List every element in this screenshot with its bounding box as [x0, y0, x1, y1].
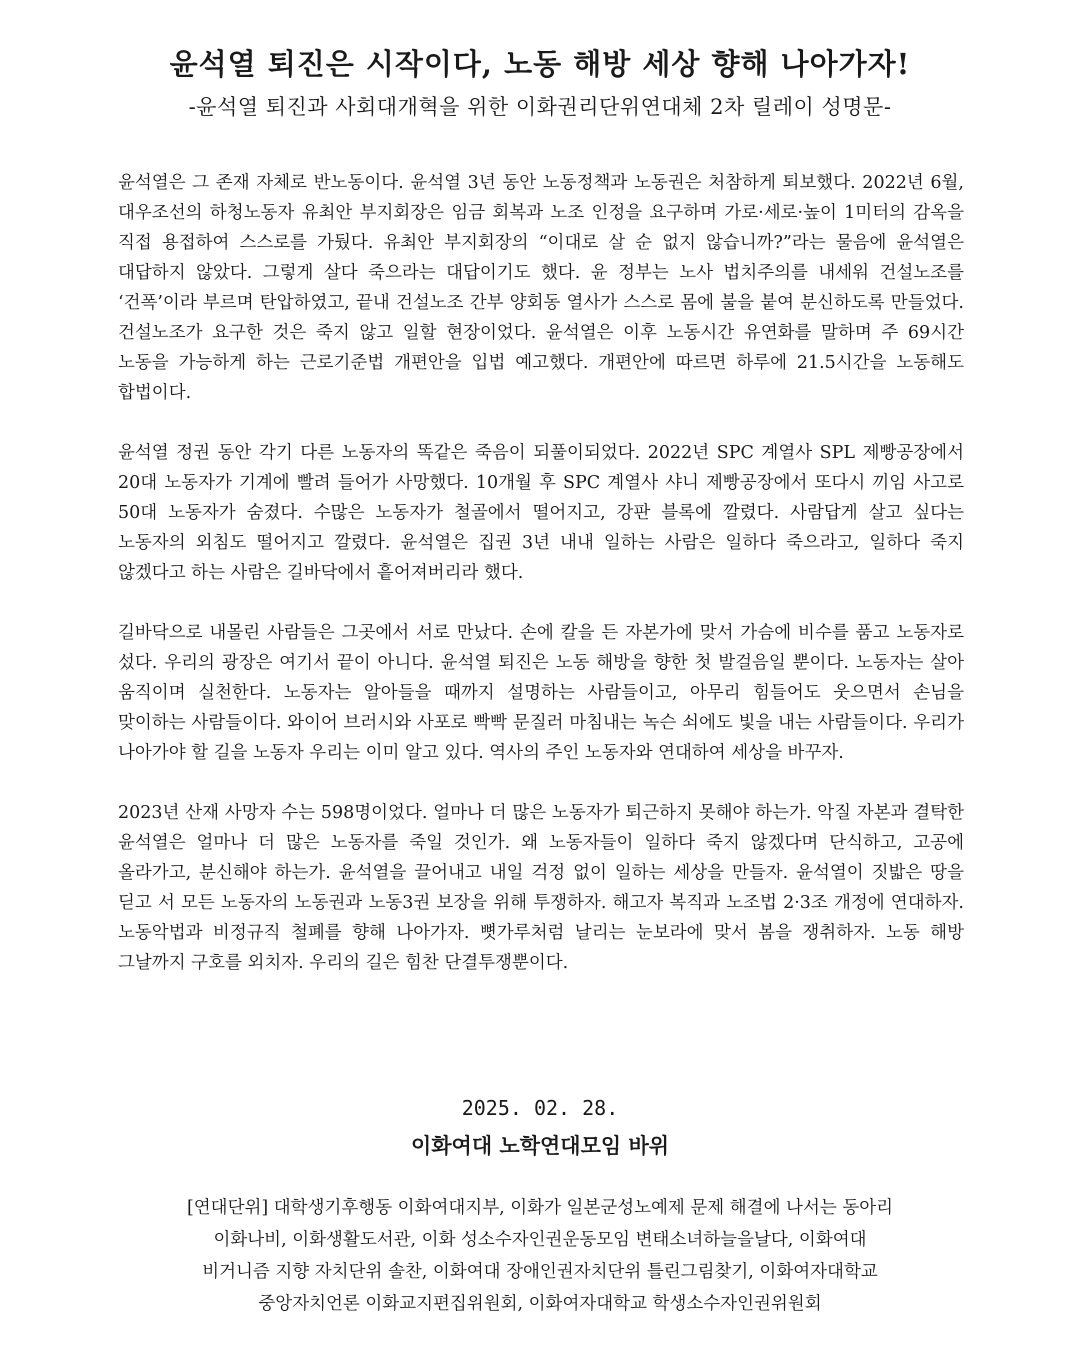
statement-title: 윤석열 퇴진은 시작이다, 노동 해방 세상 향해 나아가자!	[169, 47, 911, 81]
solidarity-line-3: 비거니즘 지향 자치단위 솔찬, 이화여대 장애인권자치단위 틀린그림찾기, 이화여자대학교	[202, 1262, 878, 1282]
statement-date: 2025. 02. 28.	[461, 1096, 619, 1120]
paragraph-1: 윤석열은 그 존재 자체로 반노동이다. 윤석열 3년 동안 노동정책과 노동권은 처참하게 퇴보했다. 2022년 6월, 대우조선의 하청노동자 유최안 부지회장은 임금 회복과 노조 인정을 요구하며 가로·세로·높이 1미터의 감옥을 직접 용접하여 스스로를 가뒀다. 유최안 부지회장의 “이대로 살 순 없지 않습니까?”라는 물음에 윤석열은 대답하지 않았다. 그렇게 살다 죽으라는 대답이기도 했다. 윤 정부는 노사 법치주의를 내세워 건설노조를 ‘건폭’이라 부르며 탄압하였고, 끝내 건설노조 간부 양회동 열사가 스스로 몸에 불을 붙여 분신하도록 만들었다. 건설노조가 요구한 것은 죽지 않고 일할 현장이었다. 윤석열은 이후 노동시간 유연화를 말하며 주 69시간 노동을 가능하게 하는 근로기준법 개편안을 입법 예고했다. 개편안에 따르면 하루에 21.5시간을 노동해도 합법이다.	[118, 173, 964, 403]
paragraph-4: 2023년 산재 사망자 수는 598명이었다. 얼마나 더 많은 노동자가 퇴근하지 못해야 하는가. 악질 자본과 결탁한 윤석열은 얼마나 더 많은 노동자를 죽일 것인가. 왜 노동자들이 일하다 죽지 않겠다며 단식하고, 고공에 올라가고, 분신해야 하는가. 윤석열을 끌어내고 내일 걱정 없이 일하는 세상을 만들자. 윤석열이 짓밟은 땅을 딛고 서 모든 노동자의 노동권과 노동3권 보장을 위해 투쟁하자. 해고자 복직과 노조법 2·3조 개정에 연대하자. 노동악법과 비정규직 철폐를 향해 나아가자. 뼛가루처럼 날리는 눈보라에 맞서 봄을 쟁취하자. 노동 해방 그날까지 구호를 외치자. 우리의 길은 힘찬 단결투쟁뿐이다.	[118, 803, 964, 973]
solidarity-list	[100, 1192, 980, 1320]
statement-subtitle: -윤석열 퇴진과 사회대개혁을 위한 이화권리단위연대체 2차 릴레이 성명문-	[188, 95, 892, 119]
solidarity-line-2: 이화나비, 이화생활도서관, 이화 성소수자인권운동모임 변태소녀하늘을날다, 이화여대	[213, 1230, 867, 1250]
solidarity-line-4: 중앙자치언론 이화교지편집위원회, 이화여자대학교 학생소수자인권위원회	[258, 1294, 822, 1314]
solidarity-line-1: [연대단위] 대학생기후행동 이화여대지부, 이화가 일본군성노예제 문제 해결에 나서는 동아리	[186, 1198, 894, 1218]
statement-body	[118, 168, 964, 1008]
paragraph-3: 길바닥으로 내몰린 사람들은 그곳에서 서로 만났다. 손에 칼을 든 자본가에 맞서 가슴에 비수를 품고 노동자로 섰다. 우리의 광장은 여기서 끝이 아니다. 윤석열 퇴진은 노동 해방을 향한 첫 발걸음일 뿐이다. 노동자는 살아 움직이며 실천한다. 노동자는 알아들을 때까지 설명하는 사람들이고, 아무리 힘들어도 웃으면서 손님을 맞이하는 사람들이다. 와이어 브러시와 사포로 빡빡 문질러 마침내는 녹슨 쇠에도 빛을 내는 사람들이다. 우리가 나아가야 할 길을 노동자 우리는 이미 알고 있다. 역사의 주인 노동자와 연대하여 세상을 바꾸자.	[118, 623, 964, 763]
paragraph-2: 윤석열 정권 동안 각기 다른 노동자의 똑같은 죽음이 되풀이되었다. 2022년 SPC 계열사 SPL 제빵공장에서 20대 노동자가 기계에 빨려 들어가 사망했다. 10개월 후 SPC 계열사 샤니 제빵공장에서 또다시 끼임 사고로 50대 노동자가 숨졌다. 수많은 노동자가 철골에서 떨어지고, 강판 블록에 깔렸다. 사람답게 살고 싶다는 노동자의 외침도 떨어지고 깔렸다. 윤석열은 집권 3년 내내 일하는 사람은 일하다 죽으라고, 일하다 죽지 않겠다고 하는 사람은 길바닥에서 흩어져버리라 했다.	[118, 443, 964, 583]
statement-signer: 이화여대 노학연대모임 바위	[410, 1133, 670, 1158]
